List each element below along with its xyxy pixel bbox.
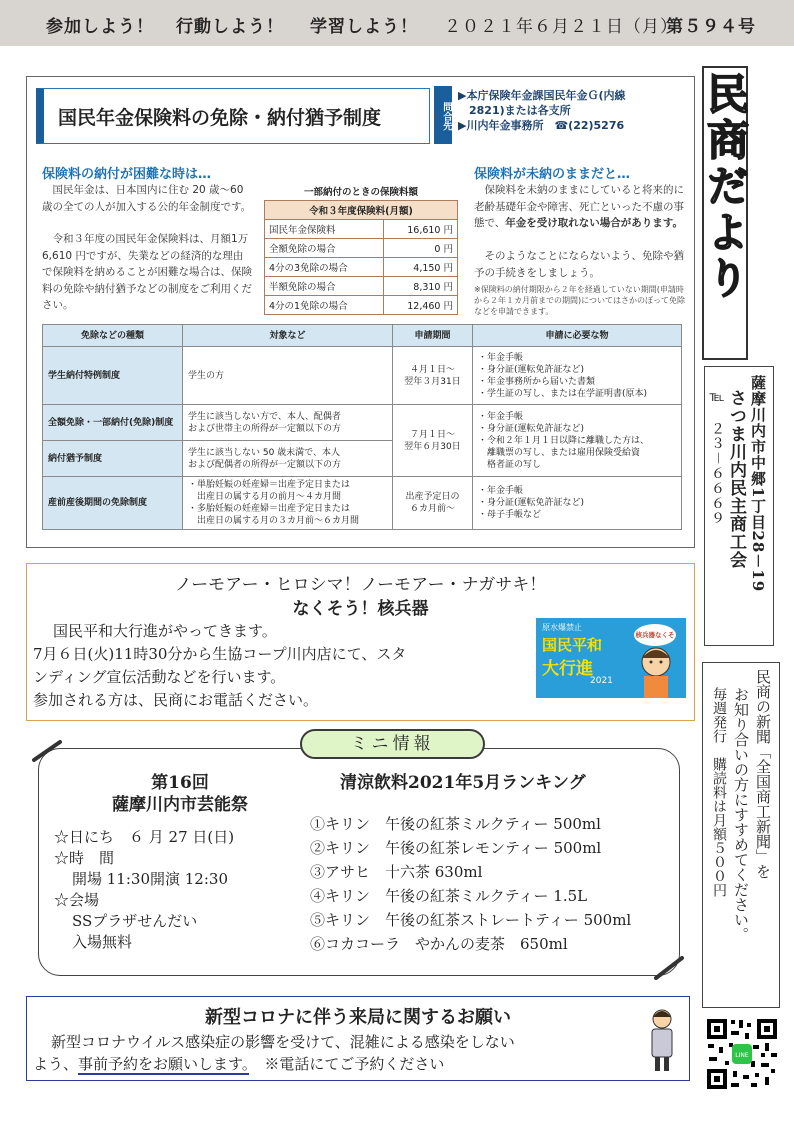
right-paragraph-2: そのようなことにならないよう、免除や猶予の手続きをしましょう。	[474, 250, 684, 279]
news-col3: 毎週発行 購読料は月額５００円	[711, 687, 727, 897]
org-name: さつま川内民主商工会	[726, 389, 746, 569]
list-item: ①キリン 午後の紅茶ミルクティー 500ml	[310, 815, 601, 833]
org-address: 薩摩川内市中郷1丁目28－19	[749, 375, 767, 593]
event-title-2: 薩摩川内市芸能祭	[112, 795, 248, 815]
right-paragraph-1: 保険料を未納のままにしていると将来的に老齢基礎年金や障害、死亡といった不慮の事態で、年金を受け取れない場合があります。	[474, 184, 684, 229]
left-heading: 保険料の納付が困難な時は…	[42, 167, 212, 182]
event-title-1: 第16回	[151, 773, 209, 793]
qr-label: LINE	[735, 1052, 749, 1059]
contact-tag: 問合先	[434, 86, 452, 144]
event-date: ☆日にち ６ 月 27 日(日)	[54, 828, 235, 846]
masthead-title: 民商だより	[701, 72, 750, 302]
right-heading: 保険料が未納のままだと…	[474, 167, 631, 182]
qr-code-icon[interactable]	[705, 1017, 779, 1091]
contact-line: ▶本庁保険年金課国民年金Ｇ(内線	[458, 89, 626, 102]
corona-notice	[26, 996, 690, 1081]
pin-icon	[648, 950, 688, 984]
header-date: ２０２１年６月２１日（月）	[444, 17, 678, 37]
fee-row: 4分の1免除の場合 12,460 円	[265, 296, 458, 315]
child-illustration	[626, 642, 686, 698]
corona-line1: 新型コロナウイルス感染症の影響を受けて、混雑による感染をしない	[51, 1033, 515, 1051]
header-learn: 学習しよう！	[310, 17, 418, 37]
list-item: ④キリン 午後の紅茶ミルクティー 1.5L	[310, 887, 588, 905]
peace-p3: ンディング宣伝活動などを行います。	[33, 668, 286, 686]
table-row: 納付猶予制度 学生に該当しない 50 歳未満で、本人 および配偶者の所得が一定額以下の方	[43, 441, 682, 477]
masthead	[702, 66, 748, 360]
left-paragraph-2: 令和３年度の国民年金保険料は、月額1万 6,610 円ですが、失業などの経済的な理由で保険料を納めることが困難な場合は、保険料の免除や納付猶予などの制度をご利用ください。	[42, 233, 252, 311]
corona-line2: よう、事前予約をお願いします。 ※電話にてご予約ください	[33, 1055, 445, 1073]
fee-row: 4分の3免除の場合 4,150 円	[265, 258, 458, 277]
pension-contact	[434, 86, 689, 146]
pension-title: 国民年金保険料の免除・納付猶予制度	[36, 88, 430, 144]
header-join: 参加しよう！	[46, 17, 154, 37]
event-time: 開場 11:30開演 12:30	[72, 870, 228, 888]
fee-row: 国民年金保険料 16,610 円	[265, 220, 458, 239]
list-item: ⑥コカコーラ やかんの麦茶 650ml	[310, 935, 568, 953]
right-note: ※保険料の納付期限から２年を経過していない期間(申請時から２年１カ月前までの期間)についてはさかのぼって免除などを申請できます。	[474, 285, 685, 316]
peace-p1: 国民平和大行進がやってきます。	[53, 622, 277, 640]
page-header	[0, 0, 794, 46]
fee-header: 令和３年度保険料(月額)	[265, 201, 458, 220]
fee-row: 全額免除の場合 0 円	[265, 239, 458, 258]
pin-icon	[30, 736, 70, 766]
news-col1: 民商の新聞「全国商工新聞」を	[754, 669, 772, 879]
news-col2: お知り合いの方にすすめてください。	[732, 687, 750, 942]
staff-icon	[645, 1007, 679, 1073]
table-row: 学生納付特例制度 学生の方 ４月１日～ 翌年３月31日 ・年金手帳 ・身分証(運転免許証など) ・年金事務所から届いた書類 ・学生証の写し、または在学証明書(原本)	[43, 347, 682, 405]
ranking-title: 清涼飲料2021年5月ランキング	[340, 773, 586, 793]
peace-p4: 参加される方は、民商にお電話ください。	[33, 691, 319, 709]
ranking-list	[310, 812, 631, 956]
org-tel: ℡ ２３－６６６９	[709, 389, 725, 526]
reservation-emphasis: 事前予約をお願いします。	[78, 1055, 250, 1073]
list-item: ③アサヒ 十六茶 630ml	[310, 863, 483, 881]
newspaper-ad	[702, 662, 780, 1008]
list-item: ②キリン 午後の紅茶レモンティー 500ml	[310, 839, 602, 857]
event-fee: 入場無料	[72, 933, 133, 951]
corona-title: 新型コロナに伴う来局に関するお願い	[205, 1007, 511, 1028]
mini-info-tab: ミニ情報	[300, 729, 485, 759]
peace-march-image: 原水爆禁止 国民平和 大行進 2021 核兵器なくそ	[536, 618, 686, 698]
event-time-label: ☆時 間	[54, 849, 115, 867]
table-row: 全額免除・一部納付(免除)制度 学生に該当しない方で、本人、配偶者 および世帯主の所得が一定額以下の方 ７月１日～ 翌年６月30日 ・年金手帳 ・身分証(運転免許証など) ・令和２年１月１日以降に離職した方は、 離職票の写し、または雇用保険受給資 格者証の写し	[43, 405, 682, 441]
contact-line: 2821)または各支所	[458, 104, 571, 117]
list-item: ⑤キリン 午後の紅茶ストレートティー 500ml	[310, 911, 632, 929]
peace-line1: ノーモアー・ヒロシマ！ノーモアー・ナガサキ！	[174, 575, 547, 595]
header-act: 行動しよう！	[176, 17, 284, 37]
event-place: SSプラザせんだい	[72, 912, 198, 930]
table-row: 産前産後期間の免除制度 ・単胎妊娠の妊産婦＝出産予定日または 出産日の属する月の前月～４カ月間 ・多胎妊娠の妊産婦＝出産予定日または 出産日の属する月の３カ月前～６カ月間 出産予定日の ６カ月前～ ・年金手帳 ・身分証(運転免許証など) ・母子手帳など	[43, 477, 682, 530]
left-paragraph-1: 国民年金は、日本国内に住む 20 歳～60 歳の全ての人が加入する公的年金制度です。	[42, 184, 252, 213]
speech-bubble: 核兵器なくそ	[634, 624, 676, 646]
exemption-table: 免除などの種類 対象など 申請期間 申請に必要な物 学生納付特例制度 学生の方 ４月１日～ 翌年３月31日 ・年金手帳 ・身分証(運転免許証など) ・年金事務所から届いた書類 ・学生証の写し、または在学証明書(原本) 全額免除・一部納付(免除)制度 学生に該当しない方で、本人、配偶者 および世帯主の所得が一定額以下の方 ７月１日～ 翌年６月30日 ・年金手帳 ・身分証(運転免許証など) ・令和２年１月１日以降に離職した方は、 離職票の写し、または雇用保険受給資 格者証の写し 納付猶予制度 学生に該当しない 50 歳未満で、本人 および配偶者の所得が一定額以下の方 産前産後期間の免除制度 ・単胎妊娠の妊産婦＝出産予定日または 出産日の属する月の前月～４カ月間 ・多胎妊娠の妊産婦＝出産予定日または 出産日の属する月の３カ月前～６カ月間 出産予定日の ６カ月前～ ・年金手帳 ・身分証(運転免許証など) ・母子手帳など	[42, 324, 682, 530]
fee-row: 半額免除の場合 8,310 円	[265, 277, 458, 296]
peace-p2: 7月６日(火)11時30分から生協コープ川内店にて、スタ	[33, 645, 407, 663]
peace-line2: なくそう！核兵器	[292, 599, 429, 619]
org-info	[704, 366, 774, 646]
event-place-label: ☆会場	[54, 891, 100, 909]
header-issue: 第５９４号	[666, 17, 756, 37]
fee-table	[264, 200, 458, 315]
fee-caption: 一部納付のときの保険料額	[303, 187, 418, 198]
contact-line: ▶川内年金事務所 ☎(22)5276	[458, 119, 625, 132]
